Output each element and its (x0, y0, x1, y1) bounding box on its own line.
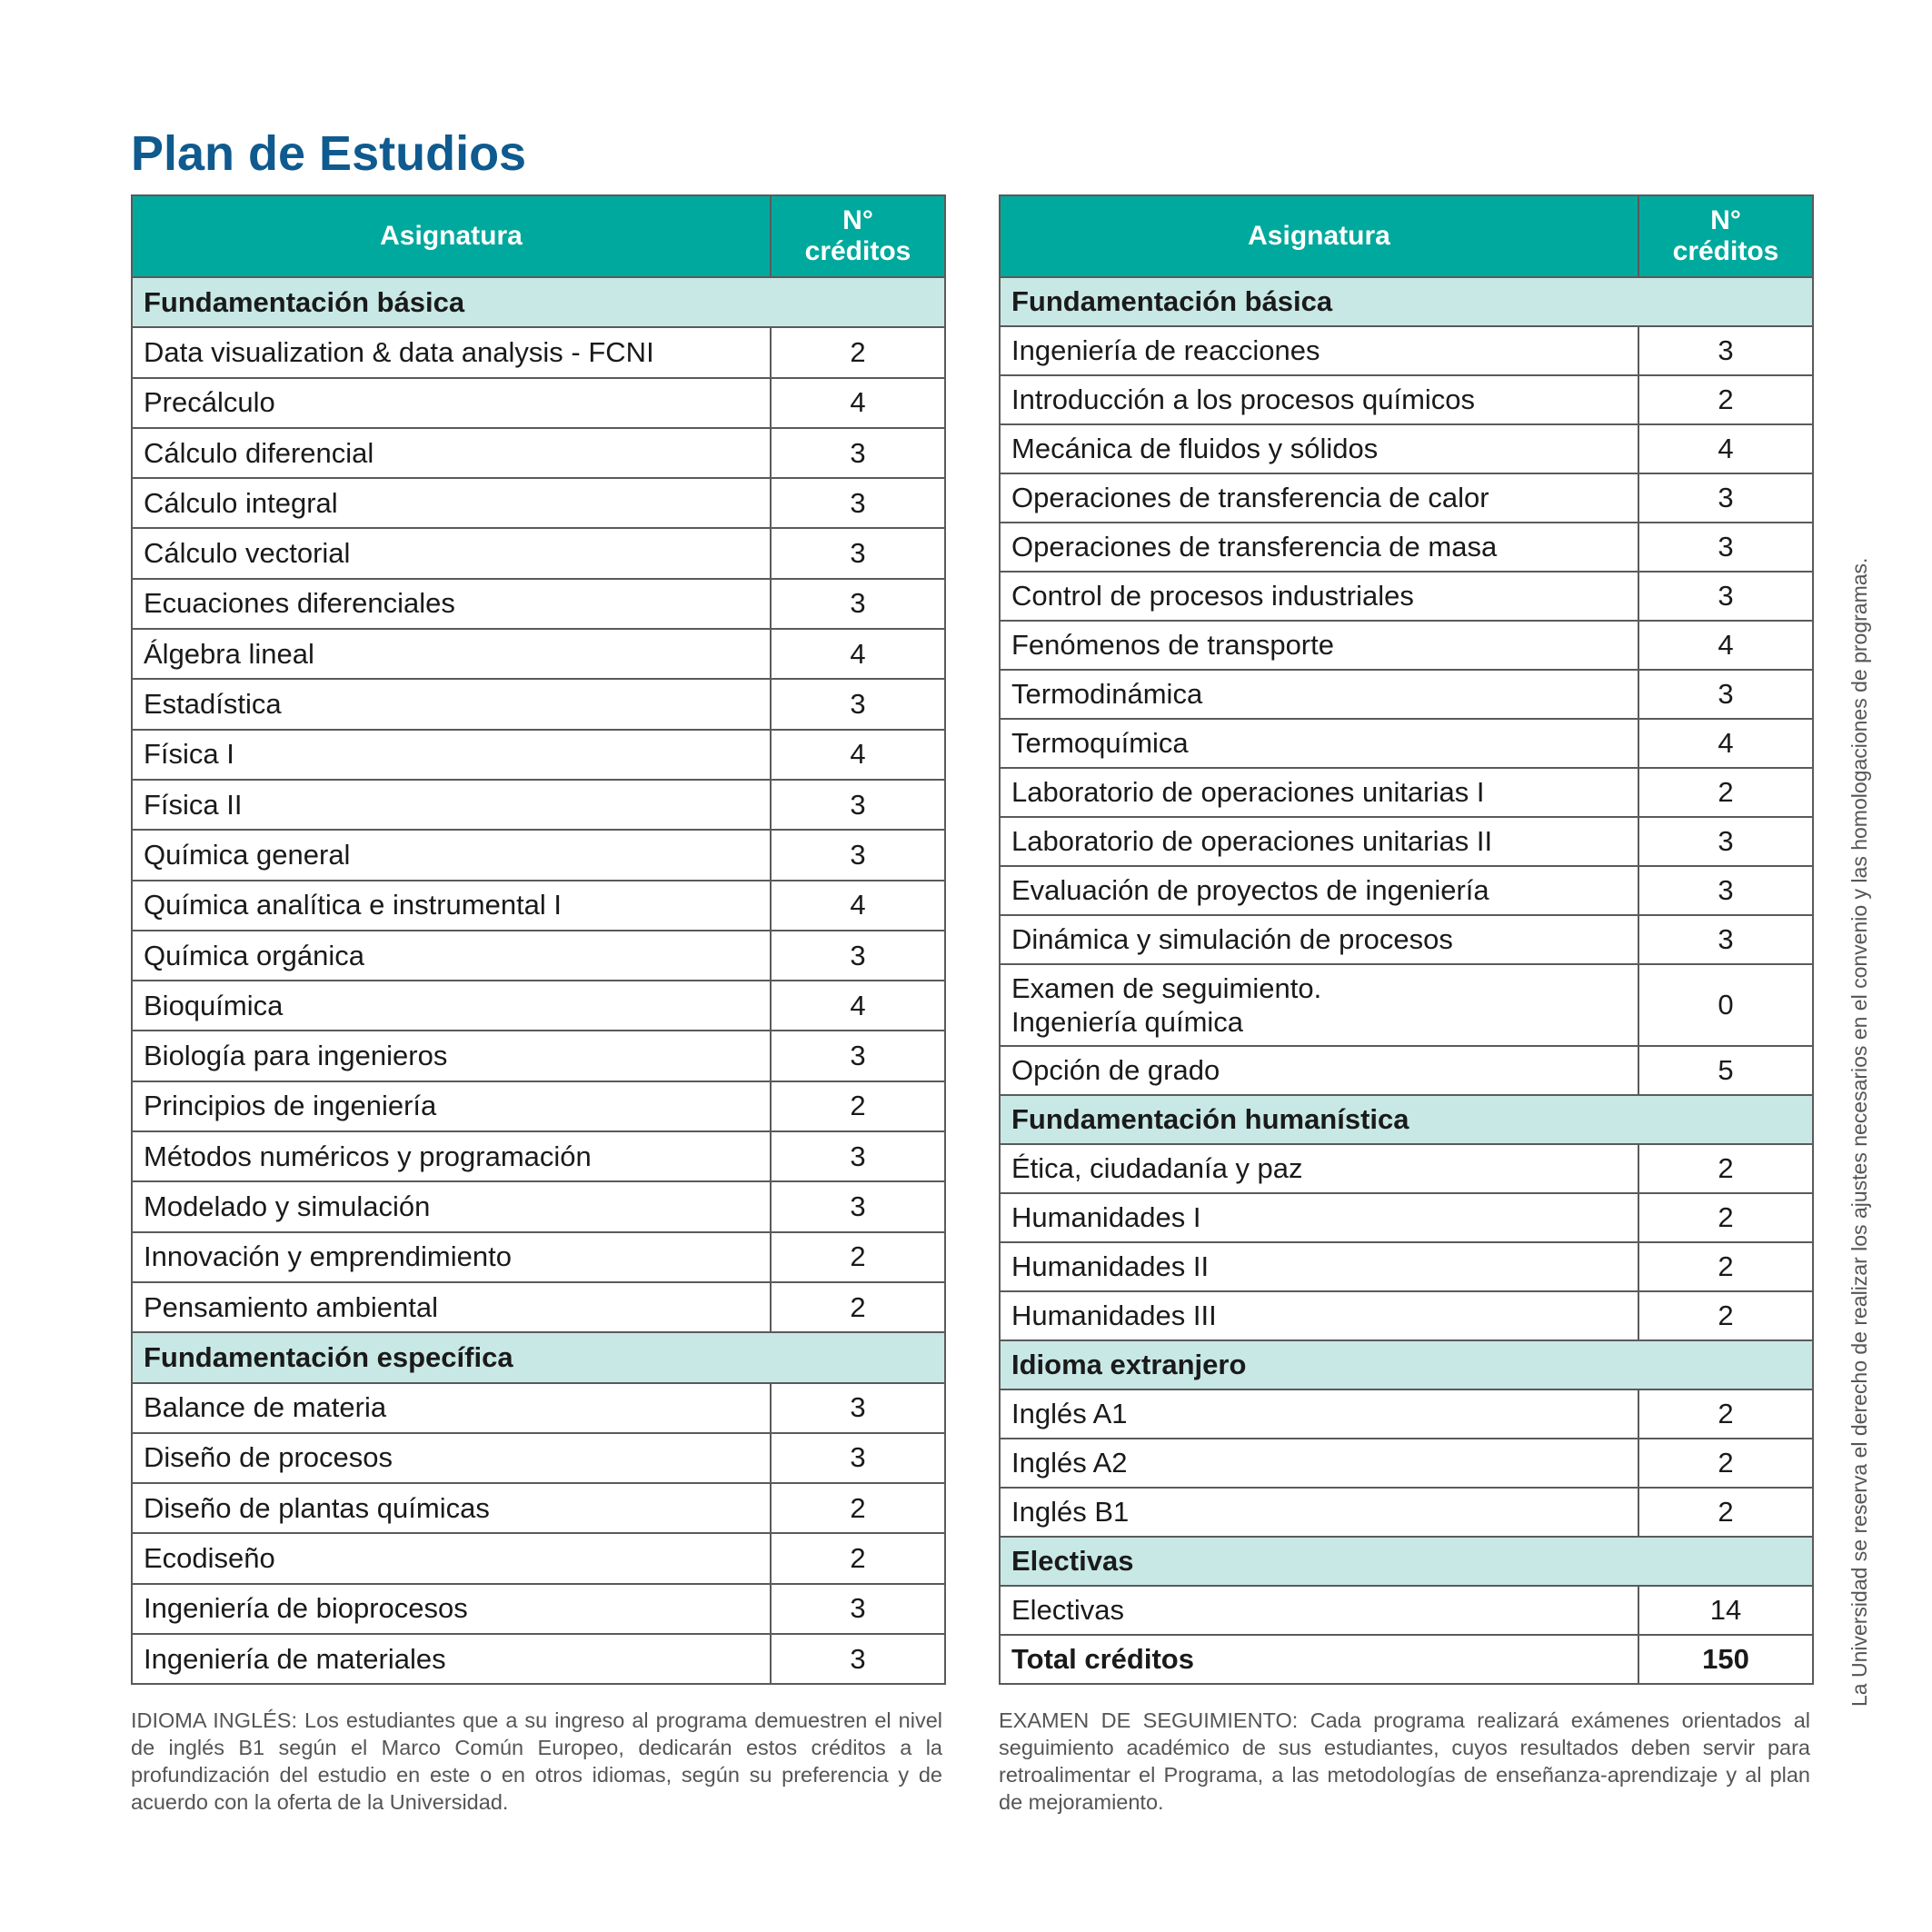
subject-name: Diseño de plantas químicas (132, 1483, 771, 1533)
subject-name: Diseño de procesos (132, 1433, 771, 1483)
table-row (1000, 670, 1813, 719)
table-row (1000, 817, 1813, 866)
header-creditos (1638, 195, 1813, 277)
subject-name: Estadística (132, 679, 771, 729)
table-row (1000, 1439, 1813, 1488)
table-row (1000, 719, 1813, 768)
subject-name: Ecuaciones diferenciales (132, 579, 771, 629)
subject-credits: 3 (771, 528, 945, 578)
subject-name: Modelado y simulación (132, 1181, 771, 1231)
total-credits: 150 (1638, 1635, 1813, 1684)
subject-name: Inglés A1 (1000, 1389, 1638, 1439)
page-title: Plan de Estudios (131, 126, 527, 181)
table-row (1000, 473, 1813, 523)
subject-name: Humanidades III (1000, 1291, 1638, 1340)
subject-credits: 2 (1638, 1291, 1813, 1340)
table-header-row (132, 195, 945, 277)
subject-credits: 3 (771, 428, 945, 478)
table-row (132, 1232, 945, 1282)
subject-name: Ingeniería de reacciones (1000, 326, 1638, 375)
section-label: Fundamentación básica (132, 277, 945, 327)
table-row (132, 1282, 945, 1332)
table-row (1000, 375, 1813, 424)
subject-credits: 5 (1638, 1046, 1813, 1095)
subject-credits: 3 (771, 1433, 945, 1483)
subject-credits: 3 (771, 931, 945, 981)
subject-credits: 2 (1638, 1193, 1813, 1242)
table-row (132, 1533, 945, 1583)
subject-credits: 4 (1638, 719, 1813, 768)
table-row (1000, 964, 1813, 1046)
header-creditos (771, 195, 945, 277)
table-row (132, 1081, 945, 1131)
subject-credits: 3 (771, 478, 945, 528)
study-plan-table-right (999, 194, 1814, 1685)
subject-name: Operaciones de transferencia de calor (1000, 473, 1638, 523)
table-row (132, 981, 945, 1031)
table-row (1000, 1291, 1813, 1340)
subject-credits: 2 (1638, 375, 1813, 424)
subject-name: Cálculo integral (132, 478, 771, 528)
subject-credits: 4 (771, 378, 945, 428)
subject-credits: 2 (1638, 768, 1813, 817)
subject-name: Examen de seguimiento. Ingeniería química (1000, 964, 1638, 1046)
section-row (1000, 277, 1813, 326)
table-row (1000, 1046, 1813, 1095)
side-disclaimer: La Universidad se reserva el derecho de realizar los ajustes necesarios en el convenio y las homologaciones de programas. (1847, 557, 1871, 1707)
subject-credits: 3 (771, 579, 945, 629)
table-row (1000, 1242, 1813, 1291)
table-row (132, 1433, 945, 1483)
subject-credits: 3 (1638, 866, 1813, 915)
table-row (1000, 424, 1813, 473)
study-plan-table-left (131, 194, 946, 1685)
subject-name: Data visualization & data analysis - FCNI (132, 327, 771, 377)
subject-name: Termoquímica (1000, 719, 1638, 768)
subject-credits: 3 (1638, 326, 1813, 375)
table-row (1000, 1193, 1813, 1242)
subject-name: Operaciones de transferencia de masa (1000, 523, 1638, 572)
section-label: Fundamentación humanística (1000, 1095, 1813, 1144)
subject-name: Humanidades I (1000, 1193, 1638, 1242)
subject-name: Inglés B1 (1000, 1488, 1638, 1537)
table-row (132, 1383, 945, 1433)
subject-credits: 4 (771, 981, 945, 1031)
subject-name: Mecánica de fluidos y sólidos (1000, 424, 1638, 473)
subject-name: Bioquímica (132, 981, 771, 1031)
table-row (132, 629, 945, 679)
subject-name: Ecodiseño (132, 1533, 771, 1583)
subject-credits: 4 (1638, 621, 1813, 670)
footnote-examen-seguimiento: EXAMEN DE SEGUIMIENTO: Cada programa realizará exámenes orientados al seguimiento académico de sus estudiantes, cuyos resultados deben servir para retroalimentar el Programa, a las metodologías de enseñanza-aprendizaje y al plan de mejoramiento. (999, 1708, 1810, 1814)
subject-credits: 4 (1638, 424, 1813, 473)
subject-name: Introducción a los procesos químicos (1000, 375, 1638, 424)
subject-name: Álgebra lineal (132, 629, 771, 679)
subject-name: Ingeniería de bioprocesos (132, 1584, 771, 1634)
table-row (1000, 915, 1813, 964)
table-row (1000, 572, 1813, 621)
table-row (1000, 1488, 1813, 1537)
section-row (1000, 1340, 1813, 1389)
table-row (132, 830, 945, 880)
section-label: Fundamentación específica (132, 1332, 945, 1382)
subject-credits: 4 (771, 881, 945, 931)
table-row (132, 881, 945, 931)
subject-credits: 2 (771, 1232, 945, 1282)
table-row (132, 1131, 945, 1181)
table-row (132, 730, 945, 780)
subject-credits: 4 (771, 629, 945, 679)
subject-name: Pensamiento ambiental (132, 1282, 771, 1332)
subject-name: Química general (132, 830, 771, 880)
section-label: Idioma extranjero (1000, 1340, 1813, 1389)
table-row (1000, 768, 1813, 817)
subject-credits: 3 (771, 780, 945, 830)
subject-name: Química orgánica (132, 931, 771, 981)
table-row (132, 1031, 945, 1081)
subject-name: Química analítica e instrumental I (132, 881, 771, 931)
subject-credits: 3 (771, 1181, 945, 1231)
subject-credits: 3 (771, 1584, 945, 1634)
section-row (132, 277, 945, 327)
subject-name: Electivas (1000, 1586, 1638, 1635)
subject-name: Cálculo vectorial (132, 528, 771, 578)
subject-credits: 3 (771, 1131, 945, 1181)
total-label: Total créditos (1000, 1635, 1638, 1684)
subject-credits: 2 (771, 1282, 945, 1332)
table-row (132, 1483, 945, 1533)
subject-credits: 2 (771, 1533, 945, 1583)
table-row (132, 1634, 945, 1684)
subject-name: Métodos numéricos y programación (132, 1131, 771, 1181)
table-row (1000, 1389, 1813, 1439)
subject-credits: 3 (1638, 473, 1813, 523)
table-row (1000, 621, 1813, 670)
total-row (1000, 1635, 1813, 1684)
subject-credits: 2 (1638, 1389, 1813, 1439)
header-asignatura: Asignatura (1000, 195, 1638, 277)
table-row (132, 478, 945, 528)
subject-credits: 2 (771, 1081, 945, 1131)
table-row (132, 931, 945, 981)
subject-credits: 3 (1638, 670, 1813, 719)
subject-name: Ética, ciudadanía y paz (1000, 1144, 1638, 1193)
table-row (1000, 523, 1813, 572)
footnote-idioma-ingles: IDIOMA INGLÉS: Los estudiantes que a su ingreso al programa demuestren el nivel de inglés B1 según el Marco Común Europeo, dedicarán estos créditos a la profundización del estudio en este o en otros idiomas, según su preferencia y de acuerdo con la oferta de la Universidad. (131, 1708, 942, 1814)
subject-name: Ingeniería de materiales (132, 1634, 771, 1684)
subject-name: Balance de materia (132, 1383, 771, 1433)
subject-name: Humanidades II (1000, 1242, 1638, 1291)
subject-credits: 4 (771, 730, 945, 780)
subject-credits: 3 (771, 1383, 945, 1433)
subject-credits: 3 (771, 830, 945, 880)
subject-credits: 3 (1638, 817, 1813, 866)
subject-credits: 3 (1638, 915, 1813, 964)
subject-credits: 3 (771, 679, 945, 729)
subject-credits: 2 (1638, 1488, 1813, 1537)
subject-name: Fenómenos de transporte (1000, 621, 1638, 670)
section-label: Fundamentación básica (1000, 277, 1813, 326)
section-row (1000, 1537, 1813, 1586)
subject-credits: 3 (771, 1031, 945, 1081)
subject-name: Laboratorio de operaciones unitarias I (1000, 768, 1638, 817)
table-row (1000, 1144, 1813, 1193)
subject-credits: 0 (1638, 964, 1813, 1046)
section-row (132, 1332, 945, 1382)
section-label: Electivas (1000, 1537, 1813, 1586)
section-row (1000, 1095, 1813, 1144)
subject-credits: 3 (771, 1634, 945, 1684)
subject-name: Laboratorio de operaciones unitarias II (1000, 817, 1638, 866)
table-row (132, 1181, 945, 1231)
table-row (132, 1584, 945, 1634)
subject-name: Opción de grado (1000, 1046, 1638, 1095)
subject-name: Innovación y emprendimiento (132, 1232, 771, 1282)
subject-credits: 2 (1638, 1439, 1813, 1488)
header-creditos-label: N° créditos (1672, 204, 1779, 266)
subject-name: Termodinámica (1000, 670, 1638, 719)
subject-name: Inglés A2 (1000, 1439, 1638, 1488)
table-row (132, 378, 945, 428)
table-row (132, 528, 945, 578)
table-row (132, 579, 945, 629)
subject-credits: 3 (1638, 572, 1813, 621)
table-row (1000, 326, 1813, 375)
subject-credits: 2 (771, 1483, 945, 1533)
subject-name: Control de procesos industriales (1000, 572, 1638, 621)
table-row (132, 679, 945, 729)
subject-name: Evaluación de proyectos de ingeniería (1000, 866, 1638, 915)
subject-name: Física I (132, 730, 771, 780)
subject-credits: 2 (1638, 1144, 1813, 1193)
table-header-row (1000, 195, 1813, 277)
subject-name: Biología para ingenieros (132, 1031, 771, 1081)
subject-name: Precálculo (132, 378, 771, 428)
table-row (1000, 1586, 1813, 1635)
subject-name: Física II (132, 780, 771, 830)
table-row (132, 327, 945, 377)
subject-name: Dinámica y simulación de procesos (1000, 915, 1638, 964)
table-row (1000, 866, 1813, 915)
subject-credits: 2 (771, 327, 945, 377)
subject-credits: 3 (1638, 523, 1813, 572)
table-row (132, 428, 945, 478)
subject-credits: 2 (1638, 1242, 1813, 1291)
header-creditos-label: N° créditos (804, 204, 911, 266)
subject-name: Cálculo diferencial (132, 428, 771, 478)
header-asignatura: Asignatura (132, 195, 771, 277)
subject-name: Principios de ingeniería (132, 1081, 771, 1131)
table-row (132, 780, 945, 830)
subject-credits: 14 (1638, 1586, 1813, 1635)
